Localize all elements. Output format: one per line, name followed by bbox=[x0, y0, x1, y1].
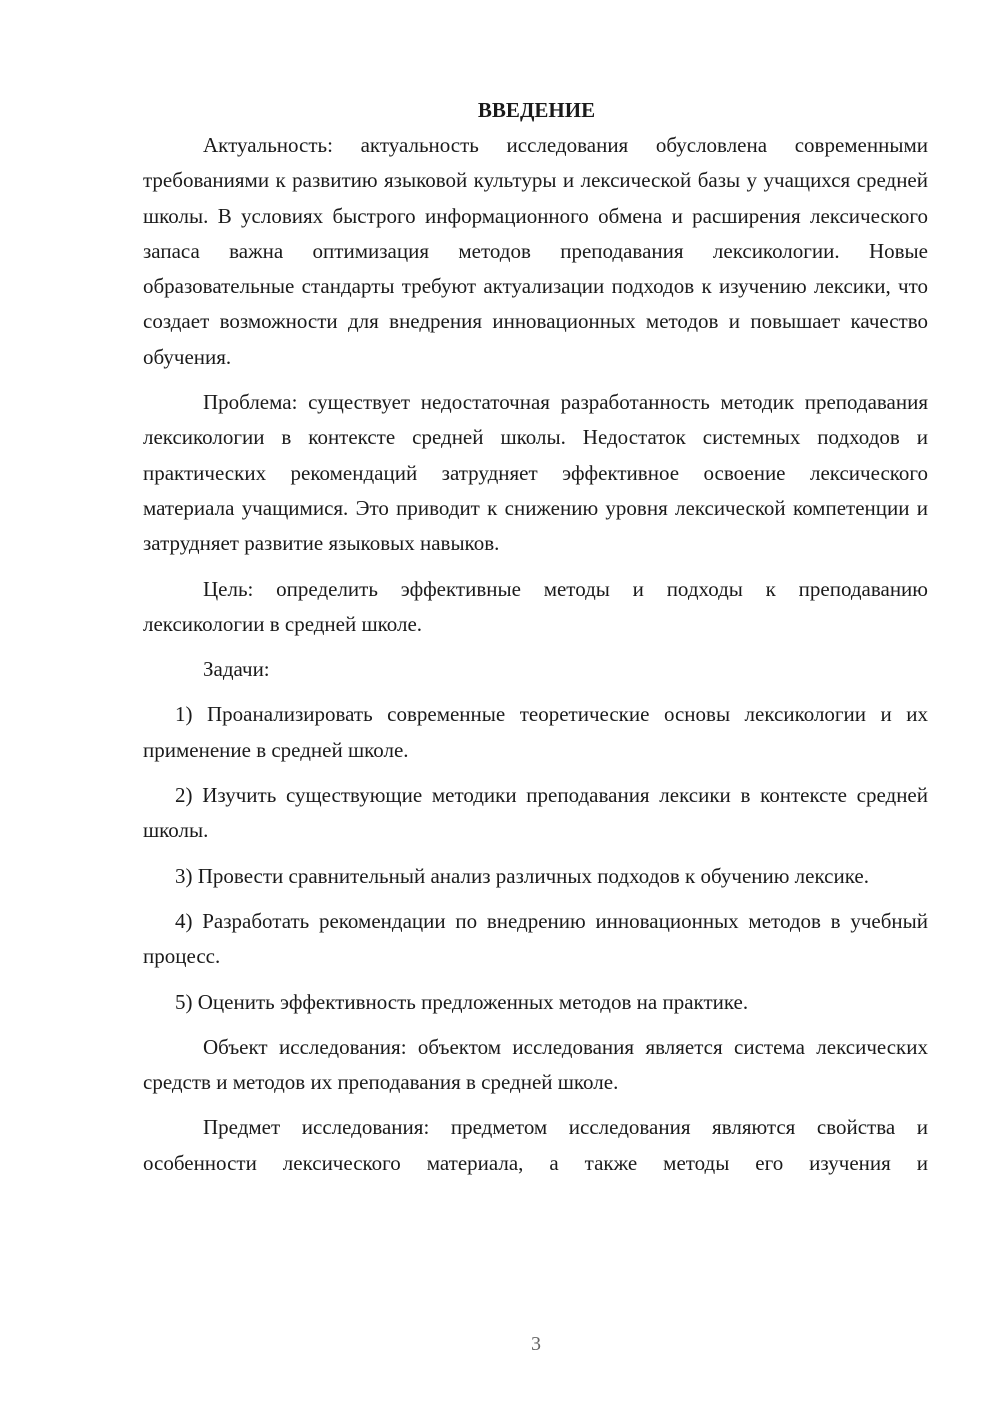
document-page bbox=[143, 92, 928, 1191]
task-item-5: 5) Оценить эффективность предложенных методов на практике. bbox=[175, 989, 749, 1014]
task-item-1: 1) Проанализировать современные теоретические основы лексикологии и их применение в средней школе. bbox=[143, 702, 928, 762]
task-item-3: 3) Провести сравнительный анализ различных подходов к обучению лексике. bbox=[175, 863, 869, 888]
paragraph-problem: Проблема: существует недостаточная разработанность методик преподавания лексикологии в контексте средней школы. Недостаток системных подходов и практических рекомендаций затрудняет эффективное освоение лексического материала учащимися. Это приводит к снижению уровня лексической компетенции и затрудняет развитие языковых навыков. bbox=[143, 390, 928, 556]
paragraph-object: Объект исследования: объектом исследования является система лексических средств и методов их преподавания в средней школе. bbox=[143, 1034, 928, 1095]
task-item-4: 4) Разработать рекомендации по внедрению инновационных методов в учебный процесс. bbox=[143, 908, 928, 969]
paragraph-tasks-heading: Задачи: bbox=[203, 657, 270, 682]
page-number: 3 bbox=[531, 1333, 541, 1355]
task-item-2: 2) Изучить существующие методики преподавания лексики в контексте средней школы. bbox=[143, 783, 928, 843]
paragraph-subject: Предмет исследования: предметом исследования являются свойства и особенности лексического материала, а также методы его изучения и bbox=[143, 1115, 928, 1175]
paragraph-goal: Цель: определить эффективные методы и подходы к преподаванию лексикологии в средней школе. bbox=[143, 576, 928, 636]
paragraph-relevance: Актуальность: актуальность исследования обусловлена современными требованиями к развитию языковой культуры и лексической базы у учащихся средней школы. В условиях быстрого информационного обмена и расширения лексического запаса важна оптимизация методов преподавания лексикологии. Новые образовательные стандарты требуют актуализации подходов к изучению лексики, что создает возможности для внедрения инновационных методов и повышает качество обучения. bbox=[143, 133, 928, 369]
section-title: ВВЕДЕНИЕ bbox=[477, 98, 596, 122]
